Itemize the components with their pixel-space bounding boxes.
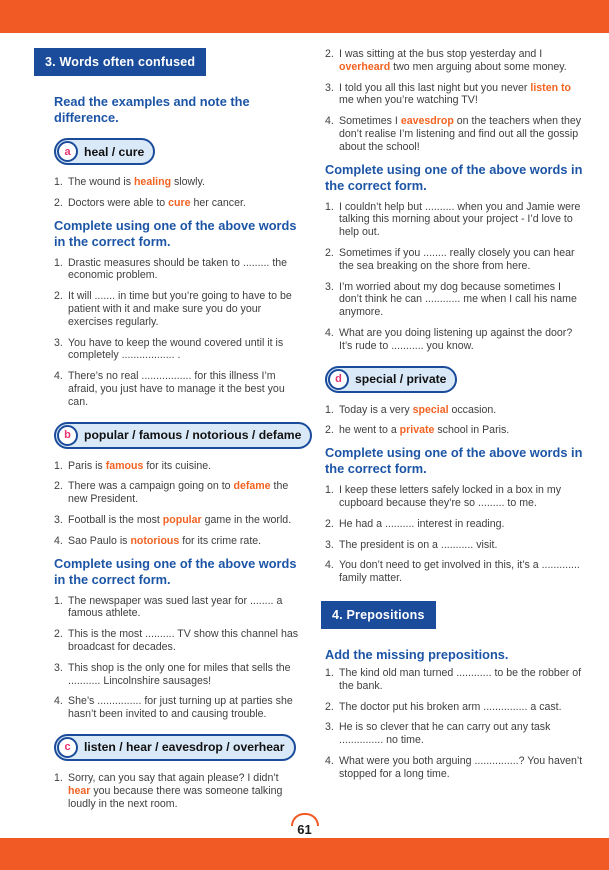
item-number: 2.	[54, 480, 63, 493]
text-segment: occasion.	[448, 403, 497, 416]
text-segment: This is the most .......... TV show this channel has broadcast for decades.	[68, 628, 299, 653]
list-item	[54, 370, 299, 408]
text-segment: Today is a very	[339, 403, 413, 416]
text-segment: Sometimes if you ........ really closely you can hear the sea breaking on the shore from here.	[339, 246, 575, 272]
text-segment: He is so clever that he can carry out any task ............... no time.	[339, 721, 551, 747]
list-item	[325, 404, 583, 417]
list-item	[325, 424, 583, 437]
pill-label-c: listen / hear / eavesdrop / overhear	[84, 740, 285, 755]
item-number: 2.	[54, 290, 63, 303]
exercise-c-list	[325, 201, 583, 353]
text-segment: Sao Paulo is	[68, 534, 131, 547]
list-item	[325, 701, 583, 714]
text-segment: The doctor put his broken arm ............... a cast.	[339, 700, 562, 713]
examples-d-list	[325, 404, 583, 438]
highlighted-word: cure	[168, 196, 191, 209]
examples-b-list	[54, 460, 299, 548]
item-number: 4.	[325, 326, 334, 339]
list-item	[325, 667, 583, 693]
item-number: 1.	[54, 256, 63, 269]
item-number: 4.	[325, 115, 334, 128]
list-item	[54, 337, 299, 363]
item-number: 1.	[325, 666, 334, 679]
text-segment: You don’t need to get involved in this, it’s a ............. family matter.	[339, 559, 580, 585]
list-item	[325, 484, 583, 510]
list-item	[54, 595, 299, 621]
list-item	[54, 197, 299, 210]
text-segment: Drastic measures should be taken to ......... the economic problem.	[68, 256, 288, 282]
text-segment: me when you’re watching TV!	[339, 94, 478, 107]
text-segment: slowly.	[171, 176, 205, 188]
examples-c-right-list	[325, 48, 583, 154]
page-content	[0, 33, 609, 838]
item-number: 1.	[54, 594, 63, 607]
list-item	[325, 281, 583, 319]
text-segment: The president is on a ........... visit.	[339, 538, 498, 551]
left-column	[34, 48, 302, 838]
pill-letter-badge-d: d	[328, 369, 349, 390]
text-segment: I told you all this last night but you never	[339, 81, 531, 94]
pill-label-a: heal / cure	[84, 144, 145, 159]
text-segment: Doctors were able to	[68, 196, 169, 209]
text-segment: game in the world.	[201, 513, 292, 526]
bottom-orange-bar	[0, 838, 609, 870]
list-item	[325, 82, 583, 108]
section-4-header: 4. Prepositions	[321, 601, 436, 629]
word-group-pill-a	[54, 138, 155, 165]
section-3-header: 3. Words often confused	[34, 48, 206, 76]
list-item	[54, 535, 299, 548]
intro-heading: Read the examples and note the difference.	[54, 94, 250, 125]
list-item	[54, 460, 299, 473]
highlighted-word: overheard	[339, 60, 391, 73]
text-segment: two men arguing about some money.	[390, 60, 567, 73]
pill-letter-badge-b: b	[57, 425, 78, 446]
item-number: 2.	[325, 424, 334, 437]
item-number: 2.	[325, 700, 334, 713]
list-item	[54, 695, 299, 721]
list-item	[325, 518, 583, 531]
item-number: 3.	[325, 81, 334, 94]
text-segment: What are you doing listening up against the door? It’s rude to ........... you know.	[339, 326, 573, 352]
exercise-b-list	[54, 595, 299, 721]
item-number: 2.	[325, 517, 334, 530]
item-number: 3.	[325, 538, 334, 551]
item-number: 1.	[325, 403, 334, 416]
list-item	[325, 115, 583, 153]
text-segment: for its cuisine.	[143, 459, 212, 472]
text-segment: I couldn’t help but .......... when you and Jamie were talking this morning about your project - I’d love to help out.	[339, 200, 581, 239]
list-item	[54, 480, 299, 506]
list-item	[54, 290, 299, 328]
list-item	[54, 628, 299, 654]
text-segment: the new President.	[68, 480, 289, 506]
examples-c-left-list	[54, 772, 299, 810]
page-footer	[0, 813, 609, 837]
item-number: 1.	[325, 484, 334, 497]
list-item	[54, 257, 299, 283]
text-segment: There’s no real ................. for this illness I’m afraid, you just have to manage it the best you can.	[68, 370, 285, 408]
text-segment: Sometimes I	[339, 115, 401, 128]
item-number: 1.	[54, 176, 63, 188]
pill-label-d: special / private	[355, 372, 447, 387]
examples-a-list	[54, 176, 299, 210]
word-group-pill-d	[325, 366, 457, 393]
text-segment: Football is the most	[68, 513, 163, 526]
item-number: 1.	[54, 459, 63, 472]
word-group-pill-b	[54, 422, 312, 449]
highlighted-word: popular	[162, 513, 202, 526]
item-number: 1.	[54, 771, 63, 784]
top-orange-bar	[0, 0, 609, 33]
text-segment: you because there was someone talking loudly in the next room.	[68, 784, 283, 810]
page-number: 61	[297, 822, 312, 837]
item-number: 4.	[325, 559, 334, 572]
item-number: 3.	[54, 336, 63, 349]
text-segment: her cancer.	[190, 196, 246, 209]
highlighted-word: private	[399, 424, 435, 437]
text-segment: He had a .......... interest in reading.	[339, 517, 505, 530]
pill-letter-badge-a: a	[57, 141, 78, 162]
text-segment: What were you both arguing ...............? You haven’t stopped for a long time.	[339, 754, 583, 780]
text-segment: I was sitting at the bus stop yesterday and I	[339, 48, 543, 60]
list-item	[325, 201, 583, 239]
text-segment: he went to a	[339, 424, 400, 437]
exercise-a-list	[54, 257, 299, 409]
list-item	[325, 559, 583, 585]
list-item	[325, 247, 583, 273]
text-segment: You have to keep the wound covered until it is completely .................. .	[68, 336, 284, 362]
highlighted-word: eavesdrop	[400, 115, 454, 128]
list-item	[54, 514, 299, 527]
list-item	[325, 721, 583, 747]
item-number: 3.	[54, 661, 63, 674]
item-number: 2.	[325, 48, 334, 60]
pill-letter-badge-c: c	[57, 737, 78, 758]
exercise-prepositions-list	[325, 667, 583, 781]
item-number: 4.	[54, 370, 63, 383]
highlighted-word: special	[412, 403, 449, 416]
text-segment: for its crime rate.	[179, 534, 262, 547]
complete-heading-d: Complete using one of the above words in the correct form.	[325, 445, 583, 477]
text-segment: The newspaper was sued last year for ........ a famous athlete.	[68, 594, 283, 620]
text-segment: I keep these letters safely locked in a box in my cupboard because they’re so ......... to me.	[339, 484, 561, 509]
text-segment: The wound is	[68, 176, 134, 188]
highlighted-word: defame	[233, 480, 271, 493]
list-item	[325, 539, 583, 552]
text-segment: She’s ............... for just turning up at parties she hasn’t been invited to and causing trouble.	[68, 695, 293, 721]
list-item	[325, 755, 583, 781]
item-number: 3.	[54, 513, 63, 526]
text-segment: This shop is the only one for miles that sells the ........... Lincolnshire sausages!	[68, 661, 291, 687]
text-segment: It will ....... in time but you’re going to have to be patient with it and make sure you do your exercises regularly.	[68, 290, 292, 328]
prepositions-heading: Add the missing prepositions.	[325, 646, 509, 662]
item-number: 3.	[325, 721, 334, 734]
item-number: 2.	[54, 628, 63, 641]
highlighted-word: hear	[68, 784, 91, 797]
text-segment: Sorry, can you say that again please? I didn’t	[68, 771, 279, 784]
item-number: 4.	[54, 695, 63, 708]
text-segment: on the teachers when they don’t realise I’m listening and find out all the gossip about the school!	[339, 115, 582, 153]
text-segment: There was a campaign going on to	[68, 480, 234, 493]
list-item	[54, 176, 299, 189]
item-number: 4.	[325, 754, 334, 767]
right-column	[321, 48, 583, 838]
item-number: 4.	[54, 534, 63, 547]
highlighted-word: healing	[133, 176, 172, 188]
word-group-pill-c	[54, 734, 296, 761]
item-number: 1.	[325, 200, 334, 213]
list-item	[325, 327, 583, 353]
item-number: 3.	[325, 280, 334, 293]
exercise-d-list	[325, 484, 583, 585]
text-segment: school in Paris.	[434, 424, 510, 437]
text-segment: I’m worried about my dog because sometimes I don’t think he can ............ me when I call his name anymore.	[339, 280, 577, 319]
pill-label-b: popular / famous / notorious / defame	[84, 428, 302, 443]
complete-heading-c: Complete using one of the above words in the correct form.	[325, 161, 583, 193]
item-number: 2.	[54, 196, 63, 209]
text-segment: Paris is	[68, 459, 106, 472]
text-segment: The kind old man turned ............ to be the robber of the bank.	[339, 666, 582, 692]
highlighted-word: famous	[105, 459, 144, 472]
list-item	[54, 772, 299, 810]
complete-heading-a: Complete using one of the above words in the correct form.	[54, 217, 297, 249]
complete-heading-b: Complete using one of the above words in the correct form.	[54, 555, 297, 587]
highlighted-word: notorious	[130, 534, 180, 547]
list-item	[325, 48, 583, 74]
list-item	[54, 662, 299, 688]
highlighted-word: listen to	[530, 81, 572, 94]
item-number: 2.	[325, 246, 334, 259]
